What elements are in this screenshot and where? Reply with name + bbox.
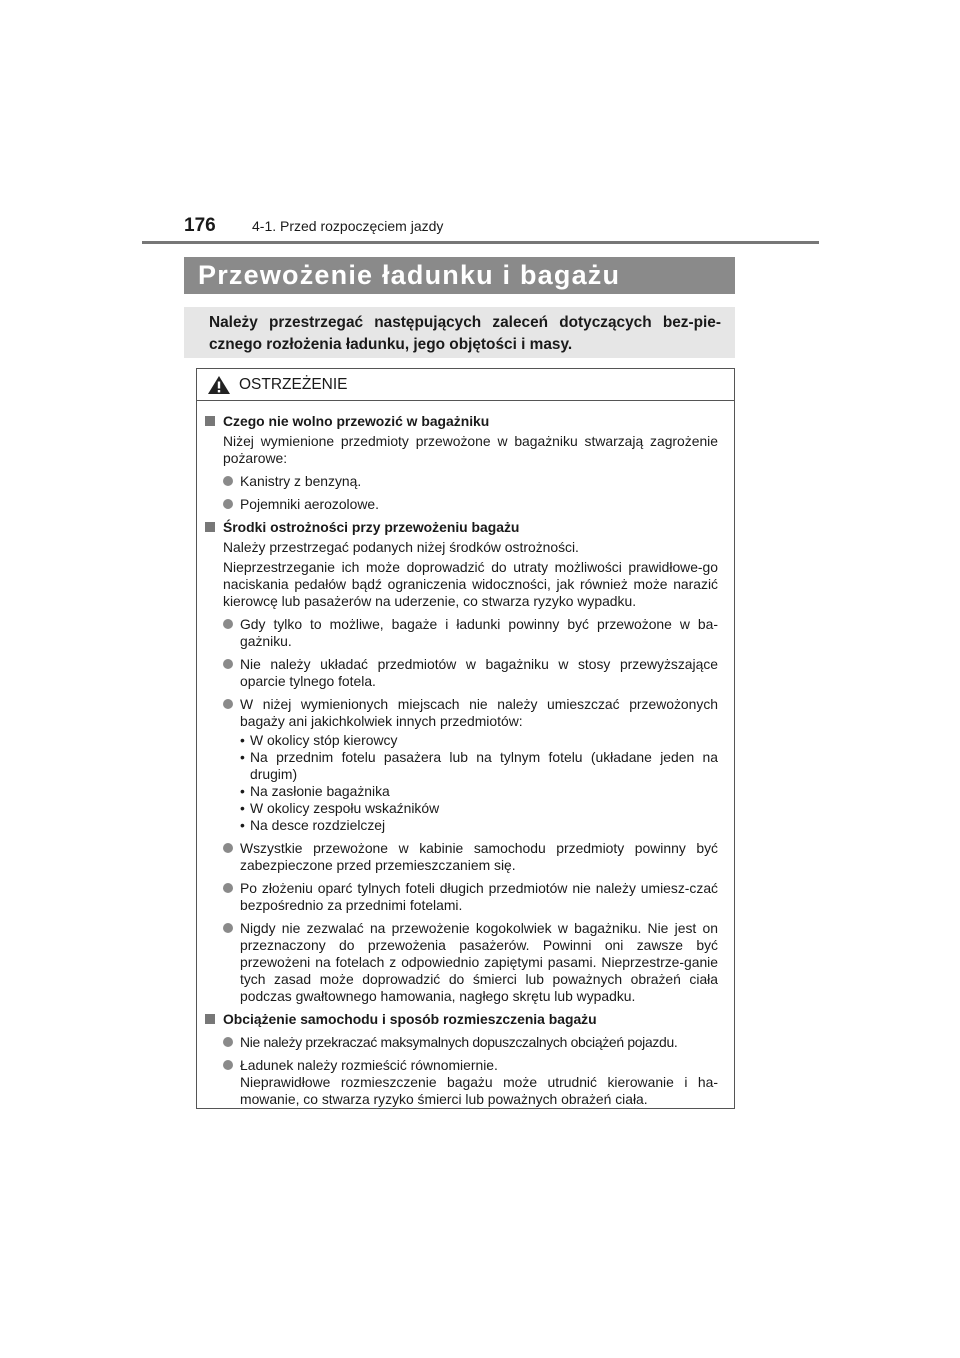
paragraph: Nieprzestrzeganie ich może doprowadzić do utraty możliwości prawidłowe-go naciskania pedałów bądź ograniczenia widoczności, jak również może narazić kierowcę lub pasażerów na uderzenie, co stwarza ryzyko wypadku. <box>223 559 718 609</box>
location-item: • Na przednim fotelu pasażera lub na tylnym fotelu (układane jeden na drugim) <box>240 749 718 782</box>
circle-bullet-icon <box>223 619 233 629</box>
subheading-load-distribution: Obciążenie samochodu i sposób rozmieszczenia bagażu <box>204 1011 718 1028</box>
circle-bullet-icon <box>223 659 233 669</box>
location-item: • W okolicy stóp kierowcy <box>240 732 398 748</box>
list-item: Nie należy układać przedmiotów w bagażniku w stosy przewyższające oparcie tylnego fotela. <box>223 656 718 690</box>
list-item: Nigdy nie zezwalać na przewożenie kogokolwiek w bagażniku. Nie jest on przeznaczony do przewożenia pasażerów. Powinni oni zawsze być przewożeni na fotelach z odpowiednio zapiętymi pasami. Nieprzestrze-ganie tych zasad może doprowadzić do śmierci lub poważnych obrażeń ciała podczas gwałtownego hamowania, nagłego skrętu lub wypadku. <box>223 920 718 1005</box>
page-title: Przewożenie ładunku i bagażu <box>198 260 621 290</box>
square-bullet-icon <box>205 416 215 426</box>
page-number: 176 <box>184 215 216 236</box>
location-item: • Na desce rozdzielczej <box>240 817 386 833</box>
square-bullet-icon <box>205 1014 215 1024</box>
location-item: • W okolicy zespołu wskaźników <box>240 800 440 816</box>
circle-bullet-icon <box>223 1060 233 1070</box>
warning-triangle-icon <box>207 375 231 395</box>
paragraph: Niżej wymienione przedmioty przewożone w bagażniku stwarzają zagrożenie pożarowe: <box>223 433 718 466</box>
list-item: Wszystkie przewożone w kabinie samochodu przedmioty powinny być zabezpieczone przed przemieszczaniem się. <box>223 840 718 874</box>
location-list <box>204 732 718 834</box>
circle-bullet-icon <box>223 843 233 853</box>
list-item: Ładunek należy rozmieścić równomiernie. Nieprawidłowe rozmieszczenie bagażu może utrudnić kierowanie i ha-mowanie, co stwarza ryzyko śmierci lub poważnych obrażeń ciała. <box>223 1057 718 1108</box>
circle-bullet-icon <box>223 476 233 486</box>
subheading-cargo-forbidden: Czego nie wolno przewozić w bagażniku <box>204 413 718 430</box>
list-item: Pojemniki aerozolowe. <box>223 496 718 513</box>
paragraph: Należy przestrzegać podanych niżej środków ostrożności. <box>223 539 579 555</box>
list-item: Po złożeniu oparć tylnych foteli długich przedmiotów nie należy umiesz-czać bezpośrednio za przednimi fotelami. <box>223 880 718 914</box>
title-bar <box>184 257 735 294</box>
list-item: Kanistry z benzyną. <box>223 473 718 490</box>
circle-bullet-icon <box>223 499 233 509</box>
list-item: W niżej wymienionych miejscach nie należy umieszczać przewożonych bagaży ani jakichkolwiek innych przedmiotów: <box>223 696 718 730</box>
circle-bullet-icon <box>223 883 233 893</box>
warning-label: OSTRZEŻENIE <box>239 375 348 393</box>
subheading-precautions: Środki ostrożności przy przewożeniu bagażu <box>204 519 718 536</box>
list-item: Nie należy przekraczać maksymalnych dopuszczalnych obciążeń pojazdu. <box>223 1034 718 1051</box>
circle-bullet-icon <box>223 1037 233 1047</box>
circle-bullet-icon <box>223 923 233 933</box>
warning-header <box>197 369 734 401</box>
header-rule <box>142 241 819 244</box>
intro-box <box>184 307 735 358</box>
list-item: Gdy tylko to możliwe, bagaże i ładunki powinny być przewożone w ba-gażniku. <box>223 616 718 650</box>
section-label: 4-1. Przed rozpoczęciem jazdy <box>252 218 444 234</box>
circle-bullet-icon <box>223 699 233 709</box>
square-bullet-icon <box>205 522 215 532</box>
intro-text: Należy przestrzegać następujących zaleceń dotyczących bez-piecznego rozłożenia ładunku, jego objętości i masy. <box>209 314 721 353</box>
warning-box <box>196 368 735 1109</box>
location-item: • Na zasłonie bagażnika <box>240 783 390 799</box>
warning-body <box>197 401 734 1108</box>
